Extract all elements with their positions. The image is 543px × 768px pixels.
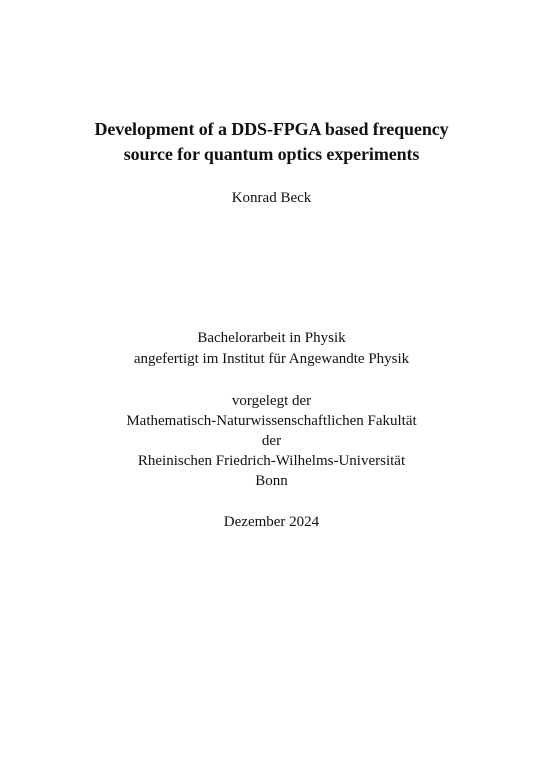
degree-label: Bachelorarbeit in Physik bbox=[197, 330, 346, 346]
submitted-to-line: vorgelegt der bbox=[231, 393, 312, 409]
university-line: Rheinischen Friedrich-Wilhelms-Universität bbox=[137, 453, 406, 469]
author-name: Konrad Beck bbox=[231, 190, 312, 206]
submission-date: Dezember 2024 bbox=[223, 514, 320, 530]
thesis-title-line-1: Development of a DDS-FPGA based frequency bbox=[94, 119, 449, 139]
institute-line: angefertigt im Institut für Angewandte Physik bbox=[133, 351, 410, 367]
of-the-line: der bbox=[261, 433, 282, 449]
faculty-line: Mathematisch-Naturwissenschaftlichen Fakultät bbox=[126, 413, 417, 429]
city-line: Bonn bbox=[255, 473, 288, 489]
thesis-title-line-2: source for quantum optics experiments bbox=[123, 144, 420, 164]
